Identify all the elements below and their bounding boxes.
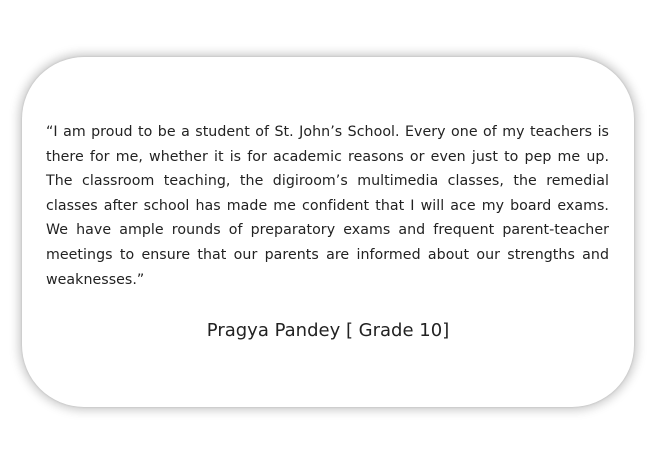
- testimonial-author: Pragya Pandey [ Grade 10]: [206, 320, 450, 341]
- testimonial-quote: “I am proud to be a student of St. John’s School. Every one of my teachers is there for me, whether it is for academic reasons or even just to pep me up. The classroom teaching, the digiroom’s multimedia classes, the remedial classes after school has made me confident that I will ace my board exams. We have ample rounds of preparatory exams and frequent parent-teacher meetings to ensure that our parents are informed about our strengths and weaknesses.”: [46, 124, 609, 288]
